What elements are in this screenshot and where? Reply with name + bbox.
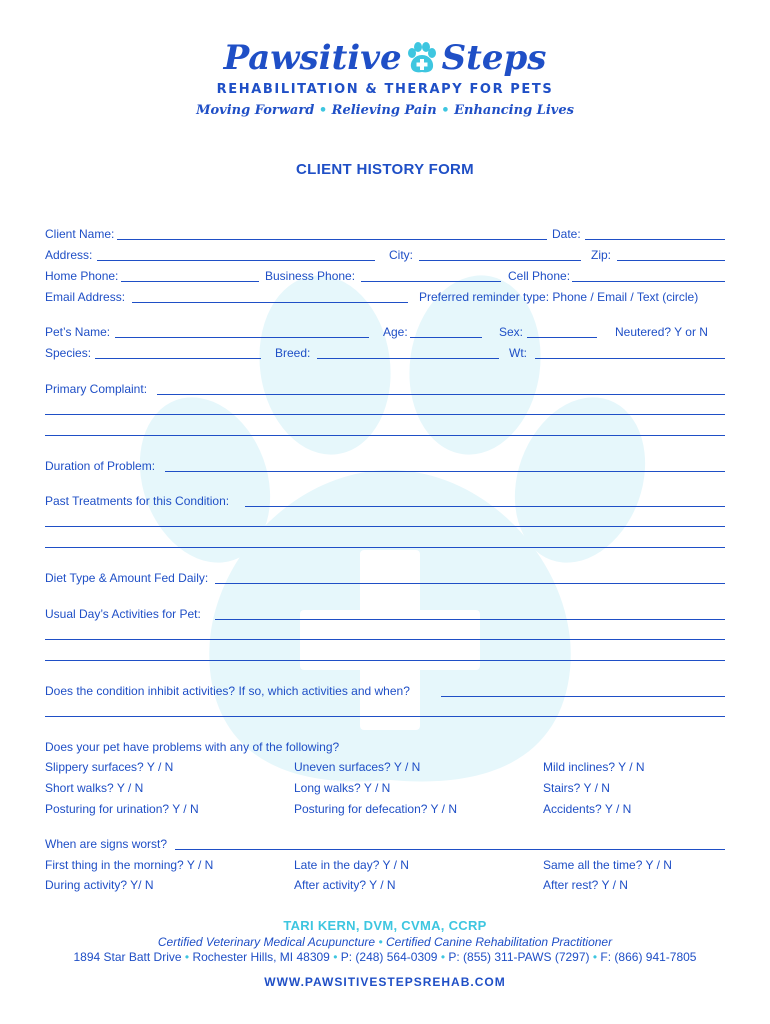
business-phone-field[interactable] bbox=[361, 281, 501, 282]
cell-phone-field[interactable] bbox=[572, 281, 725, 282]
footer-contact bbox=[0, 950, 770, 964]
brand-tagline bbox=[0, 103, 770, 118]
footer-separator: • bbox=[592, 950, 598, 964]
species-field[interactable] bbox=[95, 358, 261, 359]
past-treatments-label: Past Treatments for this Condition: bbox=[45, 494, 230, 508]
zip-field[interactable] bbox=[617, 260, 725, 261]
city-field[interactable] bbox=[419, 260, 581, 261]
problems-question-row bbox=[45, 739, 725, 755]
age-field[interactable] bbox=[410, 337, 482, 338]
weight-field[interactable] bbox=[535, 358, 725, 359]
email-label: Email Address: bbox=[45, 290, 126, 304]
tagline-part: Relieving Pain bbox=[331, 103, 437, 118]
phones-row bbox=[45, 268, 725, 284]
signs-worst-label: When are signs worst? bbox=[45, 837, 168, 851]
weight-label: Wt: bbox=[509, 346, 527, 360]
pet-name-field[interactable] bbox=[115, 337, 369, 338]
letterhead bbox=[0, 38, 770, 118]
footer-website-link[interactable]: WWW.PAWSITIVESTEPSREHAB.COM bbox=[264, 975, 506, 989]
brand-subtitle: REHABILITATION & THERAPY FOR PETS bbox=[216, 82, 554, 97]
inhibit-line-2[interactable] bbox=[45, 716, 725, 717]
past-treatments-line-2[interactable] bbox=[45, 526, 725, 527]
signs-row bbox=[45, 857, 725, 873]
age-label: Age: bbox=[383, 325, 408, 339]
primary-complaint-line-3[interactable] bbox=[45, 435, 725, 436]
past-treatments-field[interactable] bbox=[245, 506, 725, 507]
home-phone-label: Home Phone: bbox=[45, 269, 119, 283]
signs-option[interactable]: Same all the time? Y / N bbox=[543, 858, 672, 872]
problem-option[interactable]: Posturing for defecation? Y / N bbox=[294, 802, 457, 816]
credential-item: Certified Canine Rehabilitation Practitioner bbox=[385, 935, 613, 949]
signs-option[interactable]: Late in the day? Y / N bbox=[294, 858, 409, 872]
email-field[interactable] bbox=[132, 302, 408, 303]
signs-option[interactable]: During activity? Y/ N bbox=[45, 878, 154, 892]
past-treatments-line-3[interactable] bbox=[45, 547, 725, 548]
brand-name-right: Steps bbox=[441, 38, 547, 78]
footer-credentials bbox=[0, 935, 770, 949]
client-name-field[interactable] bbox=[117, 239, 547, 240]
signs-worst-field[interactable] bbox=[175, 849, 725, 850]
tagline-dot: • bbox=[318, 103, 328, 118]
inhibit-label: Does the condition inhibit activities? If so, which activities and when? bbox=[45, 684, 410, 698]
problems-question: Does your pet have problems with any of the following? bbox=[45, 740, 340, 754]
tagline-dot: • bbox=[441, 103, 450, 118]
signs-option[interactable]: After rest? Y / N bbox=[543, 878, 628, 892]
contact-phone-tollfree: P: (855) 311-PAWS (7297) bbox=[448, 950, 590, 964]
activities-label: Usual Day’s Activities for Pet: bbox=[45, 607, 201, 621]
signs-option[interactable]: After activity? Y / N bbox=[294, 878, 396, 892]
cell-phone-label: Cell Phone: bbox=[508, 269, 571, 283]
footer-separator: • bbox=[184, 950, 190, 964]
primary-complaint-row bbox=[45, 381, 725, 397]
home-phone-field[interactable] bbox=[121, 281, 259, 282]
activities-row bbox=[45, 606, 725, 622]
problem-option[interactable]: Slippery surfaces? Y / N bbox=[45, 760, 174, 774]
breed-label: Breed: bbox=[275, 346, 311, 360]
species-label: Species: bbox=[45, 346, 92, 360]
reminder-type-label[interactable]: Preferred reminder type: Phone / Email / Text (circle) bbox=[419, 290, 699, 304]
activities-field[interactable] bbox=[215, 619, 725, 620]
duration-label: Duration of Problem: bbox=[45, 459, 156, 473]
signs-option[interactable]: First thing in the morning? Y / N bbox=[45, 858, 214, 872]
brand-name-left: Pawsitive bbox=[223, 38, 402, 78]
primary-complaint-line-2[interactable] bbox=[45, 414, 725, 415]
problem-option[interactable]: Mild inclines? Y / N bbox=[543, 760, 645, 774]
email-row bbox=[45, 289, 725, 305]
inhibit-field[interactable] bbox=[441, 696, 725, 697]
activities-line-3[interactable] bbox=[45, 660, 725, 661]
footer-doctor-name: TARI KERN, DVM, CVMA, CCRP bbox=[283, 918, 487, 933]
breed-field[interactable] bbox=[317, 358, 499, 359]
date-label: Date: bbox=[552, 227, 581, 241]
problem-option[interactable]: Uneven surfaces? Y / N bbox=[294, 760, 421, 774]
tagline-part: Moving Forward bbox=[196, 103, 315, 118]
business-phone-label: Business Phone: bbox=[265, 269, 356, 283]
problems-row bbox=[45, 801, 725, 817]
diet-label: Diet Type & Amount Fed Daily: bbox=[45, 571, 209, 585]
activities-line-2[interactable] bbox=[45, 639, 725, 640]
date-field[interactable] bbox=[585, 239, 725, 240]
paw-cross-icon bbox=[405, 41, 439, 75]
tagline-part: Enhancing Lives bbox=[454, 103, 574, 118]
duration-field[interactable] bbox=[165, 471, 725, 472]
contact-city: Rochester Hills, MI 48309 bbox=[192, 950, 330, 964]
form-title: CLIENT HISTORY FORM bbox=[296, 161, 474, 178]
address-field[interactable] bbox=[97, 260, 375, 261]
brand-logo bbox=[0, 38, 770, 78]
footer-separator: • bbox=[333, 950, 338, 964]
contact-address: 1894 Star Batt Drive bbox=[73, 950, 182, 964]
problem-option[interactable]: Posturing for urination? Y / N bbox=[45, 802, 199, 816]
zip-label: Zip: bbox=[591, 248, 612, 262]
signs-worst-row bbox=[45, 836, 725, 852]
primary-complaint-label: Primary Complaint: bbox=[45, 382, 148, 396]
address-row bbox=[45, 247, 725, 263]
address-label: Address: bbox=[45, 248, 93, 262]
problem-option[interactable]: Stairs? Y / N bbox=[543, 781, 610, 795]
problems-row bbox=[45, 759, 725, 775]
footer-separator: • bbox=[378, 935, 383, 949]
pet-name-row bbox=[45, 324, 725, 340]
contact-fax: F: (866) 941-7805 bbox=[600, 950, 697, 964]
species-row bbox=[45, 345, 725, 361]
problem-option[interactable]: Long walks? Y / N bbox=[294, 781, 391, 795]
pet-name-label: Pet’s Name: bbox=[45, 325, 111, 339]
past-treatments-row bbox=[45, 493, 725, 509]
duration-row bbox=[45, 458, 725, 474]
client-name-label: Client Name: bbox=[45, 227, 115, 241]
sex-field[interactable] bbox=[527, 337, 597, 338]
diet-row bbox=[45, 570, 725, 586]
neutered-label[interactable]: Neutered? Y or N bbox=[615, 325, 708, 339]
diet-field[interactable] bbox=[215, 583, 725, 584]
city-label: City: bbox=[389, 248, 413, 262]
signs-row bbox=[45, 877, 725, 893]
footer-separator: • bbox=[440, 950, 446, 964]
credential-item: Certified Veterinary Medical Acupuncture bbox=[157, 935, 376, 949]
problems-row bbox=[45, 780, 725, 796]
inhibit-row bbox=[45, 683, 725, 699]
contact-phone: P: (248) 564-0309 bbox=[340, 950, 438, 964]
primary-complaint-field[interactable] bbox=[157, 394, 725, 395]
client-name-row bbox=[45, 226, 725, 242]
sex-label: Sex: bbox=[499, 325, 524, 339]
problem-option[interactable]: Short walks? Y / N bbox=[45, 781, 144, 795]
problem-option[interactable]: Accidents? Y / N bbox=[543, 802, 632, 816]
